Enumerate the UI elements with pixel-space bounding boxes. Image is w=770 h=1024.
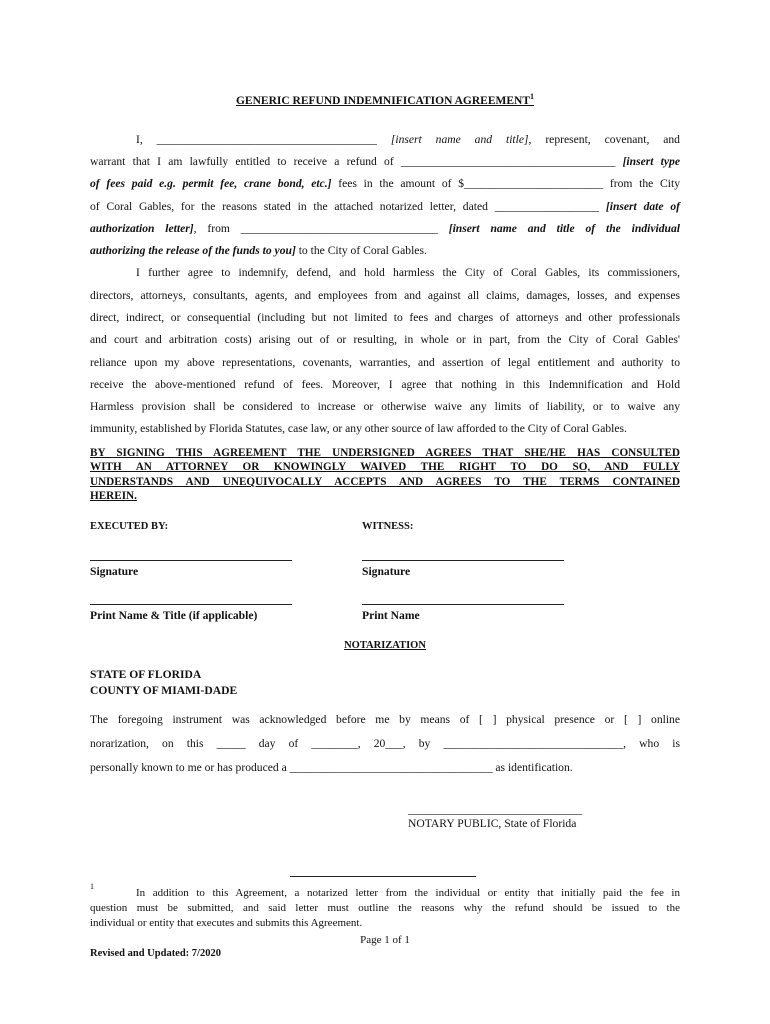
notarization-heading: NOTARIZATION xyxy=(344,640,426,651)
para2-line: I further agree to indemnify, defend, and hold harmless the City of Coral Gables, its commissioners, xyxy=(136,266,680,279)
para1-line2: warrant that I am lawfully entitled to receive a refund of _____________________________________ [insert type xyxy=(90,155,680,168)
print-name-title-label: Print Name & Title (if applicable) xyxy=(90,609,258,622)
footnote-divider xyxy=(290,876,476,877)
notarization-line: personally known to me or has produced a ___________________________________ as identification. xyxy=(90,761,573,774)
witness-signature-label: Signature xyxy=(362,565,411,578)
para2-line: receive the above-mentioned refund of fees. Moreover, I agree that nothing in this Indemnification and Hold xyxy=(90,378,680,391)
footnote-line: In addition to this Agreement, a notarized letter from the individual or entity that initially paid the fee in xyxy=(136,887,680,899)
para2-line: directors, attorneys, consultants, agents, and employees from and against all claims, damages, losses, and expenses xyxy=(90,289,680,302)
witness-label: WITNESS: xyxy=(362,521,414,532)
notarization-line: norarization, on this _____ day of ________, 20___, by _______________________________, who is xyxy=(90,737,680,750)
notice-line: HEREIN. xyxy=(90,490,137,502)
para2-line: and court and arbitration costs) arising out of or resulting, in whole or in part, from the City of Coral Gables' xyxy=(90,333,680,346)
notary-public-label: NOTARY PUBLIC, State of Florida xyxy=(408,817,577,830)
document-title: GENERIC REFUND INDEMNIFICATION AGREEMENT$^1$ xyxy=(235,92,535,107)
para1-line6: authorizing the release of the funds to you] to the City of Coral Gables. xyxy=(90,244,427,257)
title-footnote-mark: 1 xyxy=(530,92,535,101)
para1-line5: authorization letter], from __________________________________ [insert name and title of the individual xyxy=(90,222,680,235)
para2-line: immunity, established by Florida Statutes, case law, or any other source of law afforded to the City of Coral Gables. xyxy=(90,422,627,435)
page-number: Page 1 of 1 xyxy=(360,934,410,946)
state-label: STATE OF FLORIDA xyxy=(90,668,202,681)
revised-date: Revised and Updated: 7/2020 xyxy=(90,948,221,959)
para1-line4: of Coral Gables, for the reasons stated in the attached notarized letter, dated __________________ [insert date of xyxy=(90,200,680,213)
print-name-title-line[interactable] xyxy=(90,604,292,605)
print-name-label: Print Name xyxy=(362,609,420,622)
notice-line: WITH AN ATTORNEY OR KNOWINGLY WAIVED THE RIGHT TO DO SO, AND FULLY xyxy=(90,461,680,473)
notary-signature-line[interactable]: ______________________________ xyxy=(408,803,582,816)
signature-label: Signature xyxy=(90,565,139,578)
para1-line3: of fees paid e.g. permit fee, crane bond, etc.] fees in the amount of $________________________ from the City xyxy=(90,177,680,190)
para2-line: direct, indirect, or consequential (including but not limited to fees and charges of attorneys and other professionals xyxy=(90,311,680,324)
notarization-line: The foregoing instrument was acknowledged before me by means of [ ] physical presence or [ ] online xyxy=(90,713,680,726)
witness-print-name-line[interactable] xyxy=(362,604,564,605)
para2-line: reliance upon my above representations, covenants, warranties, and assertion of legal entitlement and authority to xyxy=(90,356,680,369)
signature-line[interactable] xyxy=(90,560,292,561)
para2-line: Harmless provision shall be considered to increase or otherwise waive any limits of liability, or to waive any xyxy=(90,400,680,413)
executed-by-label: EXECUTED BY: xyxy=(90,521,169,532)
notice-line: UNDERSTANDS AND UNEQUIVOCALLY ACCEPTS AND AGREES TO THE TERMS CONTAINED xyxy=(90,476,680,488)
footnote-line: individual or entity that executes and submits this Agreement. xyxy=(90,917,363,929)
footnote-mark: 1 xyxy=(90,882,94,891)
county-label: COUNTY OF MIAMI-DADE xyxy=(90,684,238,697)
para1-line1: I, ______________________________________ [insert name and title], represent, covenant, and xyxy=(136,133,680,146)
notice-line: BY SIGNING THIS AGREEMENT THE UNDERSIGNED AGREES THAT SHE/HE HAS CONSULTED xyxy=(90,447,680,459)
footnote-line: question must be submitted, and said letter must outline the reasons why the refund should be issued to the xyxy=(90,902,680,914)
witness-signature-line[interactable] xyxy=(362,560,564,561)
